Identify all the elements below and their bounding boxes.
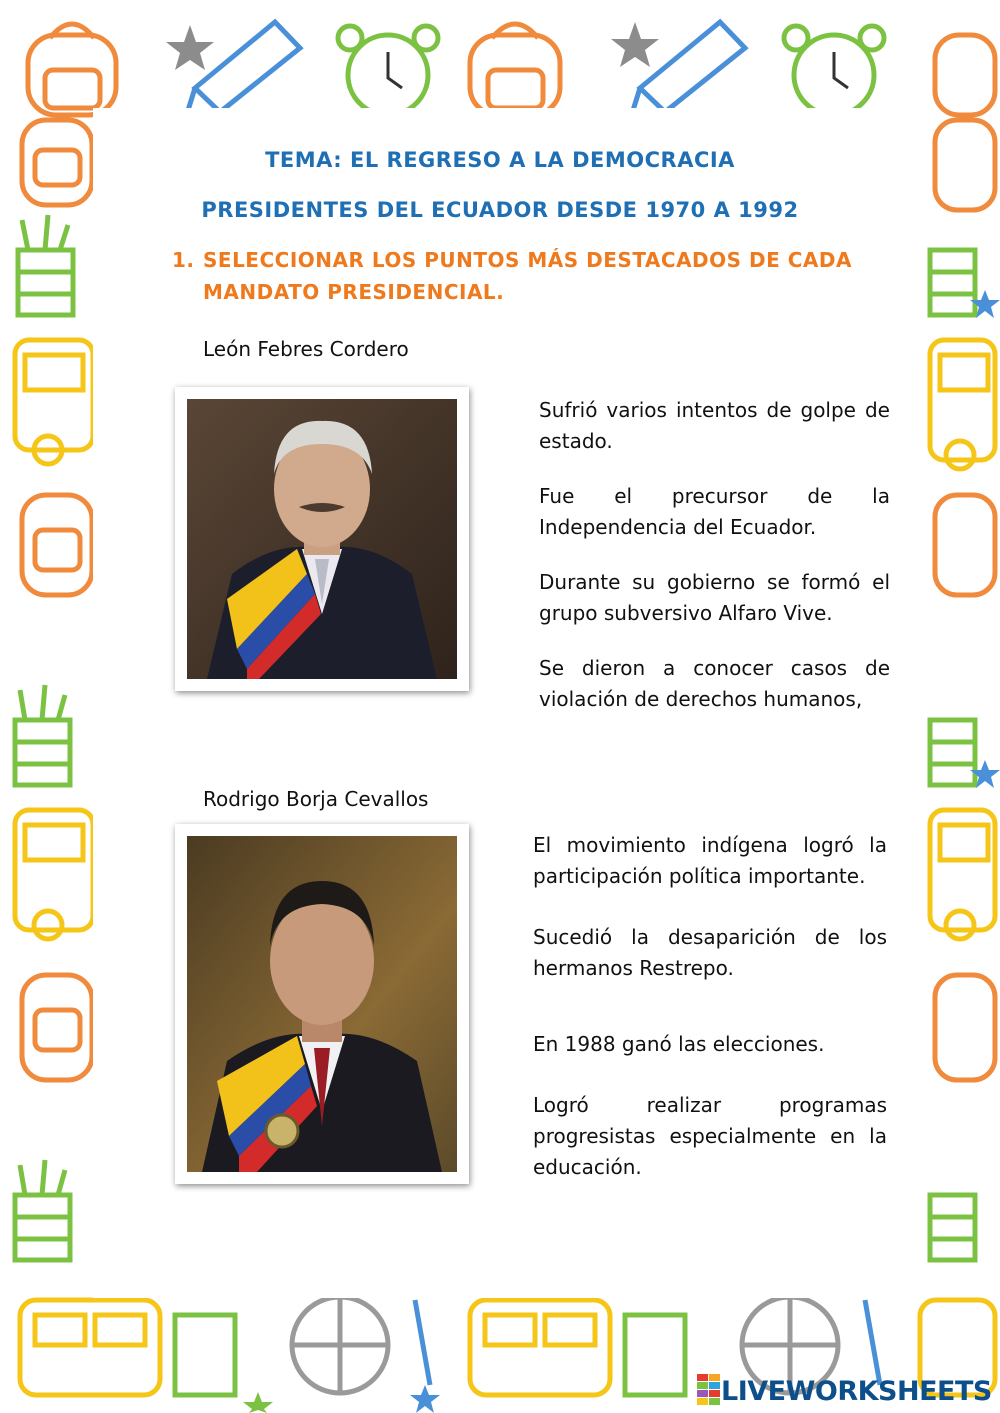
pencil-cup-icon: [15, 1160, 70, 1260]
pencil-cup-icon: [15, 685, 70, 785]
pencil-cup-icon: [930, 720, 975, 785]
school-bus-icon: [15, 810, 93, 939]
liveworksheets-logo: [697, 1373, 992, 1409]
school-bus-icon: [930, 810, 995, 939]
president-portrait: [175, 387, 469, 691]
logo-mark-icon: [697, 1374, 721, 1408]
answer-option[interactable]: Se dieron a conocer casos de violación de derechos humanos,: [539, 656, 890, 711]
instruction-text: SELECCIONAR LOS PUNTOS MÁS DESTACADOS DE CADA MANDATO PRESIDENCIAL.: [203, 248, 852, 304]
star-icon: [611, 22, 659, 67]
answer-option[interactable]: Logró realizar programas progresistas especialmente en la educación.: [533, 1093, 887, 1179]
answer-option[interactable]: Fue el precursor de la Independencia del Ecuador.: [539, 484, 890, 539]
portrait-image: [187, 399, 457, 679]
answer-option[interactable]: En 1988 ganó las elecciones.: [533, 1032, 825, 1056]
president-name: León Febres Cordero: [203, 337, 409, 361]
school-bus-icon: [20, 1300, 160, 1395]
backpack-icon: [28, 24, 116, 115]
worksheet-subtitle: PRESIDENTES DEL ECUADOR DESDE 1970 A 1992: [201, 198, 799, 222]
star-icon: [166, 25, 214, 70]
backpack-icon: [935, 975, 995, 1080]
portrait-image: [187, 836, 457, 1172]
backpack-icon: [22, 975, 92, 1080]
answer-option[interactable]: Sufrió varios intentos de golpe de estado.: [539, 398, 890, 453]
pencil-cup-icon: [930, 1195, 975, 1260]
pencil-cup-icon: [625, 1315, 685, 1395]
pencil-cup-icon: [930, 250, 975, 315]
pencil-cup-icon: [18, 215, 73, 315]
pencil-cup-icon: [175, 1315, 235, 1395]
backpack-icon: [470, 24, 560, 115]
instruction: [172, 244, 872, 308]
globe-icon: [292, 1297, 388, 1393]
star-icon: [410, 1385, 440, 1413]
president-name: Rodrigo Borja Cevallos: [203, 787, 429, 811]
pencil-icon: [185, 22, 300, 120]
answer-option[interactable]: El movimiento indígena logró la participación política importante.: [533, 833, 887, 888]
star-icon: [243, 1392, 273, 1413]
backpack-icon: [935, 35, 995, 115]
answer-option[interactable]: Durante su gobierno se formó el grupo subversivo Alfaro Vive.: [539, 570, 890, 625]
school-bus-icon: [15, 340, 93, 464]
president-portrait: [175, 824, 469, 1184]
pencil-icon: [630, 22, 745, 120]
answer-option[interactable]: Sucedió la desaparición de los hermanos Restrepo.: [533, 925, 887, 980]
backpack-icon: [22, 495, 92, 595]
school-bus-icon: [930, 340, 995, 469]
worksheet-title: TEMA: EL REGRESO A LA DEMOCRACIA: [265, 148, 735, 172]
paintbrush-icon: [415, 1300, 430, 1385]
logo-text: LIVEWORKSHEETS: [721, 1375, 992, 1407]
alarm-clock-icon: [784, 26, 884, 115]
backpack-icon: [935, 495, 995, 595]
alarm-clock-icon: [338, 26, 438, 115]
instruction-number: 1.: [172, 248, 195, 272]
school-bus-icon: [470, 1300, 610, 1395]
